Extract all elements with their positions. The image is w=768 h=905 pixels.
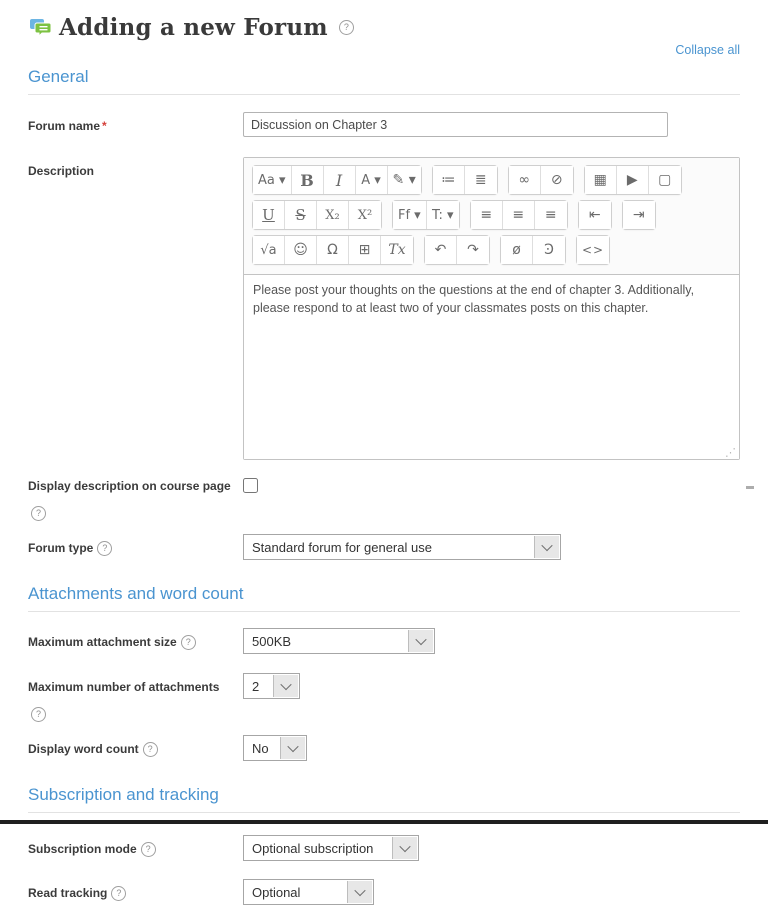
chevron-down-icon — [347, 881, 372, 903]
forum-type-help-icon[interactable]: ? — [97, 541, 112, 556]
toolbar-group — [252, 165, 422, 195]
forum-name-input[interactable] — [243, 112, 668, 137]
forum-name-label: Forum name * — [28, 119, 107, 133]
bold-button[interactable]: B — [292, 166, 324, 194]
read-tracking-select[interactable]: Optional — [243, 879, 374, 905]
italic-button[interactable]: I — [324, 166, 356, 194]
toolbar-group — [500, 235, 566, 265]
max-attachment-size-help-icon[interactable]: ? — [181, 635, 196, 650]
display-description-label: Display description on course page — [28, 479, 231, 493]
general-section-heading: General — [28, 67, 740, 95]
html-button[interactable]: <> — [577, 236, 609, 264]
display-description-help-icon[interactable]: ? — [31, 506, 46, 521]
forum-name-row — [28, 112, 740, 137]
forum-type-row — [28, 534, 740, 560]
toolbar-group — [584, 165, 682, 195]
screenshot-bottom-border — [0, 820, 768, 824]
page-title: Adding a new Forum — [59, 14, 328, 41]
toolbar-group — [576, 235, 610, 265]
toolbar-row — [252, 200, 731, 230]
read-tracking-label: Read tracking — [28, 885, 108, 900]
toolbar-group — [424, 235, 490, 265]
align-center-button[interactable]: ≡ — [503, 201, 535, 229]
resize-handle-icon[interactable]: ⋰ — [725, 447, 736, 459]
toolbar-group — [252, 235, 414, 265]
subscription-mode-help-icon[interactable]: ? — [141, 842, 156, 857]
accessibility-checker-button[interactable]: ø — [501, 236, 533, 264]
equation-button[interactable]: √a — [253, 236, 285, 264]
read-tracking-help-icon[interactable]: ? — [111, 886, 126, 901]
underline-button[interactable]: U — [253, 201, 285, 229]
indent-button[interactable]: ⇥ — [623, 201, 655, 229]
description-label: Description — [28, 164, 95, 178]
chevron-down-icon — [534, 536, 559, 558]
media-button[interactable]: ▶ — [617, 166, 649, 194]
toolbar-group — [622, 200, 656, 230]
toolbar-group — [470, 200, 568, 230]
align-right-button[interactable]: ≡ — [535, 201, 567, 229]
toolbar-group — [252, 200, 382, 230]
editor-textarea[interactable] — [244, 275, 739, 459]
subscription-mode-row — [28, 835, 740, 861]
display-word-count-select[interactable]: No — [243, 735, 307, 761]
link-button[interactable]: ∞ — [509, 166, 541, 194]
special-character-button[interactable]: Ω — [317, 236, 349, 264]
display-word-count-label: Display word count — [28, 741, 139, 756]
subscript-button[interactable]: X₂ — [317, 201, 349, 229]
chevron-down-icon — [408, 630, 433, 652]
image-button[interactable]: ▦ — [585, 166, 617, 194]
description-row — [28, 157, 740, 460]
read-tracking-row — [28, 879, 740, 905]
font-style-button[interactable]: Aa ▾ — [253, 166, 292, 194]
editor-toolbar — [244, 158, 739, 275]
max-attachments-select[interactable]: 2 — [243, 673, 300, 699]
forum-icon — [28, 18, 52, 38]
display-description-row — [28, 472, 740, 522]
collapse-all-row — [28, 43, 740, 61]
description-editor — [243, 157, 740, 460]
max-attachment-size-label: Maximum attachment size — [28, 634, 177, 649]
highlight-button[interactable]: ✎ ▾ — [388, 166, 421, 194]
superscript-button[interactable]: X² — [349, 201, 381, 229]
toolbar-row — [252, 165, 731, 195]
screen-artifact — [746, 486, 754, 489]
undo-button[interactable]: ↶ — [425, 236, 457, 264]
display-description-checkbox[interactable] — [243, 478, 258, 493]
table-button[interactable]: ⊞ — [349, 236, 381, 264]
subscription-mode-select[interactable]: Optional subscription — [243, 835, 419, 861]
collapse-all-link[interactable]: Collapse all — [675, 43, 740, 57]
toolbar-group — [578, 200, 612, 230]
required-asterisk: * — [102, 119, 107, 133]
emoticon-button[interactable]: ☺ — [285, 236, 317, 264]
outdent-button[interactable]: ⇤ — [579, 201, 611, 229]
max-attachment-size-select[interactable]: 500KB — [243, 628, 435, 654]
file-button[interactable]: ▢ — [649, 166, 681, 194]
forum-type-select[interactable]: Standard forum for general use — [243, 534, 561, 560]
subscription-mode-label: Subscription mode — [28, 841, 137, 856]
max-attachments-help-icon[interactable]: ? — [31, 707, 46, 722]
font-color-button[interactable]: A ▾ — [356, 166, 388, 194]
display-word-count-row — [28, 735, 740, 761]
unordered-list-button[interactable]: ≔ — [433, 166, 465, 194]
toolbar-row — [252, 235, 731, 265]
chevron-down-icon — [280, 737, 305, 759]
unlink-button[interactable]: ⊘ — [541, 166, 573, 194]
max-attachments-label: Maximum number of attachments — [28, 679, 220, 694]
chevron-down-icon — [392, 837, 417, 859]
screenreader-helper-button[interactable]: Ͽ — [533, 236, 565, 264]
display-word-count-help-icon[interactable]: ? — [143, 742, 158, 757]
attachments-section-heading: Attachments and word count — [28, 584, 740, 612]
max-attachments-row — [28, 673, 740, 723]
align-left-button[interactable]: ≡ — [471, 201, 503, 229]
strikethrough-button[interactable]: S — [285, 201, 317, 229]
redo-button[interactable]: ↷ — [457, 236, 489, 264]
toolbar-group — [508, 165, 574, 195]
chevron-down-icon — [273, 675, 298, 697]
font-size-button[interactable]: T: ▾ — [427, 201, 459, 229]
toolbar-group — [392, 200, 460, 230]
toolbar-group — [432, 165, 498, 195]
font-family-button[interactable]: Ff ▾ — [393, 201, 427, 229]
max-attachment-size-row — [28, 628, 740, 654]
ordered-list-button[interactable]: ≣ — [465, 166, 497, 194]
page-help-icon[interactable]: ? — [339, 20, 354, 35]
description-text: Please post your thoughts on the questions at the end of chapter 3. Additionally, please respond to at least two of your classmates posts on this chapter. — [253, 283, 695, 316]
page-header — [28, 14, 740, 41]
clear-formatting-button[interactable]: Tx — [381, 236, 413, 264]
subscription-section-heading: Subscription and tracking — [28, 785, 740, 813]
forum-type-label: Forum type — [28, 540, 94, 555]
